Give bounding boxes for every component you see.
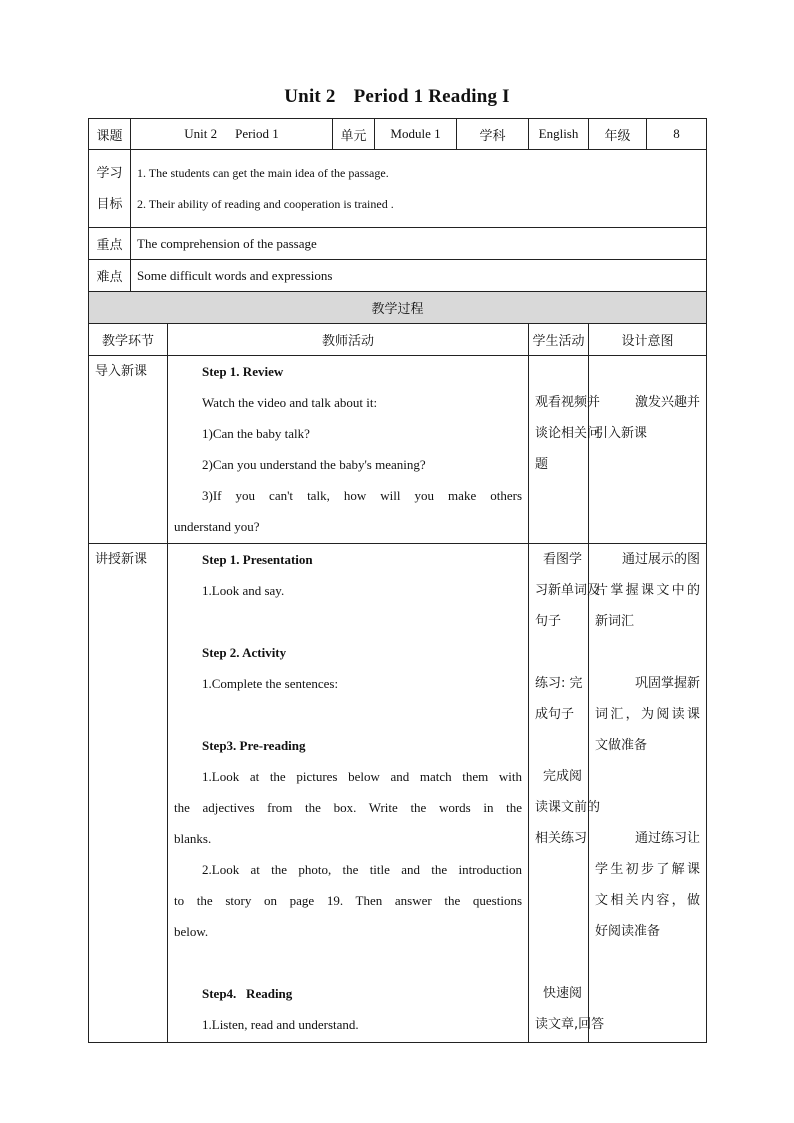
intro-purpose-line: 激发兴趣并	[635, 395, 701, 410]
course-value	[131, 119, 333, 150]
intro-line: 1)Can the baby talk?	[202, 426, 310, 441]
student-line: 读课文前的	[535, 800, 601, 815]
step3-line: below.	[174, 924, 209, 939]
key-points-row	[89, 228, 707, 260]
student-line: 看图学	[543, 552, 583, 567]
purpose-line: 通过展示的图	[622, 552, 701, 567]
goal-item: 1. The students can get the main idea of the passage.	[137, 166, 389, 180]
intro-teacher-activity	[168, 356, 529, 544]
step1-line: 1.Look and say.	[202, 583, 285, 598]
intro-stage-label: 导入新课	[95, 364, 148, 379]
intro-purpose	[589, 356, 707, 544]
step1-title: Step 1. Presentation	[202, 552, 313, 567]
student-line: 成句子	[535, 707, 575, 722]
step4-line: 1.Listen, read and understand.	[202, 1017, 359, 1032]
teach-teacher-activity	[168, 544, 529, 1043]
step4-title: Step4. Reading	[202, 986, 293, 1001]
intro-student-line: 题	[535, 457, 549, 472]
process-header: 教学过程	[89, 292, 707, 324]
title-unit: Unit 2	[284, 86, 336, 107]
column-header-teacher: 教师活动	[168, 324, 529, 356]
student-line: 习新单词及	[535, 583, 601, 598]
column-header-stage: 教学环节	[89, 324, 168, 356]
step2-line: 1.Complete the sentences:	[202, 676, 339, 691]
intro-purpose-line: 引入新课	[595, 426, 648, 441]
intro-line: understand you?	[174, 519, 260, 534]
intro-line: Watch the video and talk about it:	[202, 395, 378, 410]
unit-value: Module 1	[375, 119, 457, 150]
intro-student-activity	[529, 356, 601, 544]
student-line: 快速阅	[543, 986, 583, 1001]
course-value-period: Period 1	[235, 126, 279, 141]
student-line: 完成阅	[543, 769, 583, 784]
process-header-row	[89, 292, 707, 324]
purpose-line: 好阅读准备	[595, 924, 661, 939]
purpose-line: 文做准备	[595, 738, 648, 753]
intro-step-title: Step 1. Review	[202, 364, 284, 379]
purpose-line: 文相关内容，做	[595, 893, 701, 908]
subject-label: 学科	[457, 119, 529, 150]
grade-label: 年级	[589, 119, 647, 150]
intro-line: 3)If you can't talk, how will you make others	[202, 488, 523, 503]
purpose-line: 巩固掌握新	[635, 676, 701, 691]
purpose-line: 通过练习让	[635, 831, 701, 846]
step2-title: Step 2. Activity	[202, 645, 287, 660]
teach-student-activity	[529, 544, 605, 1043]
intro-student-line: 观看视频并	[535, 395, 601, 410]
teach-section-row	[89, 544, 707, 1043]
key-points-label: 重点	[89, 228, 131, 260]
step3-line: the adjectives from the box. Write the words in the	[174, 800, 523, 815]
step3-line: to the story on page 19. Then answer the questions	[174, 893, 523, 908]
goals-row	[89, 150, 707, 228]
difficulties-value: Some difficult words and expressions	[131, 260, 707, 292]
step3-line: 1.Look at the pictures below and match them with	[202, 769, 523, 784]
student-line: 句子	[535, 614, 562, 629]
goals-content	[131, 150, 707, 228]
column-header-row	[89, 324, 707, 356]
teach-stage	[89, 544, 168, 1043]
info-row	[89, 119, 707, 150]
goals-label	[89, 150, 131, 228]
student-line: 练习: 完	[535, 676, 583, 691]
lesson-plan-table	[88, 118, 707, 1043]
goals-label-line1: 学习	[96, 165, 123, 181]
course-label: 课题	[89, 119, 131, 150]
difficulties-label: 难点	[89, 260, 131, 292]
student-line: 相关练习	[535, 831, 588, 846]
purpose-line: 新词汇	[595, 614, 635, 629]
column-header-purpose: 设计意图	[589, 324, 707, 356]
title-period: Period 1 Reading I	[353, 86, 510, 107]
teach-stage-label: 讲授新课	[95, 552, 148, 567]
purpose-line: 片掌握课文中的	[595, 583, 701, 598]
course-value-unit: Unit 2	[184, 126, 218, 141]
intro-section-row	[89, 356, 707, 544]
unit-label: 单元	[333, 119, 375, 150]
step3-title: Step3. Pre-reading	[202, 738, 306, 753]
goals-label-line2: 目标	[96, 196, 123, 212]
purpose-line: 学生初步了解课	[595, 862, 701, 877]
key-points-value: The comprehension of the passage	[131, 228, 707, 260]
student-line: 读文章,回答	[535, 1017, 605, 1032]
subject-value: English	[529, 119, 589, 150]
step3-line: 2.Look at the photo, the title and the introduction	[202, 862, 523, 877]
column-header-student: 学生活动	[529, 324, 589, 356]
teach-purpose	[589, 544, 707, 1043]
intro-stage	[89, 356, 168, 544]
purpose-line: 词汇，为阅读课	[595, 707, 701, 722]
grade-value: 8	[647, 119, 707, 150]
intro-line: 2)Can you understand the baby's meaning?	[202, 457, 426, 472]
step3-line: blanks.	[174, 831, 212, 846]
intro-student-line: 谈论相关问	[535, 426, 601, 441]
page-title	[0, 86, 794, 108]
goal-item: 2. Their ability of reading and cooperation is trained .	[137, 197, 394, 211]
difficulties-row	[89, 260, 707, 292]
